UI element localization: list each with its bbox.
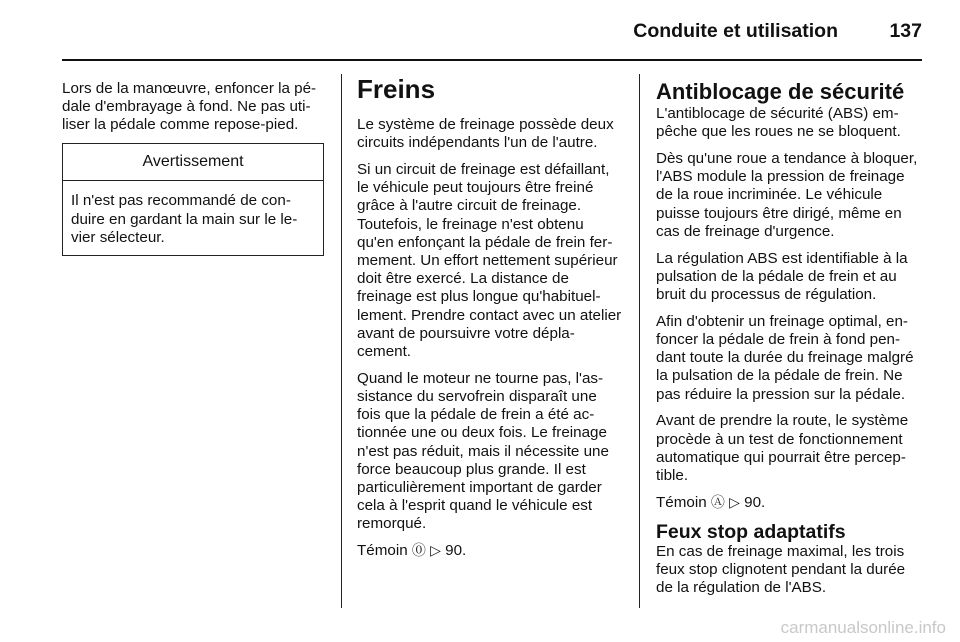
paragraph: Le système de freinage possède deux circuits indépendants l'un de l'autre. xyxy=(357,116,614,152)
section-heading-freins: Freins xyxy=(357,74,436,104)
paragraph: En cas de freinage maximal, les trois feux stop clignotent pendant la durée de la régulation de l'ABS. xyxy=(656,542,906,597)
warning-box xyxy=(62,143,324,256)
column-divider-2 xyxy=(639,74,640,608)
paragraph: L'antiblocage de sécurité (ABS) empêche que les roues ne se bloquent. xyxy=(656,105,901,141)
warning-text: Il n'est pas recommandé de conduire en gardant la main sur le levier sélecteur. xyxy=(71,192,298,246)
header-rule xyxy=(62,59,922,61)
paragraph: Afin d'obtenir un freinage optimal, enfoncer la pédale de frein à fond pendant toute la durée du freinage malgré la pulsation de la pédale de frein. Ne pas réduire la pression sur la pédale. xyxy=(656,312,914,403)
column-1 xyxy=(62,80,324,256)
abs-warning-icon: Ⓐ xyxy=(710,494,725,511)
page-ref-arrow-icon: ▷ xyxy=(430,543,441,560)
paragraph: Quand le moteur ne tourne pas, l'assistance du servofrein disparaît une fois que la pédale de frein a été actionnée une ou deux fois. Le freinage n'est pas réduit, mais il nécessite une force beaucoup plus grande. Il est particulièrement important de garder cela à l'esprit quand le véhicule est remorqué. xyxy=(357,369,609,533)
subheading-feux-stop: Feux stop adaptatifs xyxy=(656,520,846,543)
temoin-page-ref: 90. xyxy=(445,542,467,560)
warning-title: Avertissement xyxy=(63,144,323,181)
temoin-reference xyxy=(656,494,922,512)
running-header-title: Conduite et utilisation xyxy=(633,20,838,42)
page-number: 137 xyxy=(889,20,922,42)
brake-warning-icon: ⓪ xyxy=(411,543,426,560)
paragraph: Avant de prendre la route, le système procède à un test de fonctionnement automatique qui pourrait être perceptible. xyxy=(656,412,909,485)
page-ref-arrow-icon: ▷ xyxy=(729,494,740,511)
column-3 xyxy=(656,80,922,597)
section-heading-abs: Antiblocage de sécurité xyxy=(656,79,905,104)
watermark-logo: carmanualsonline.info xyxy=(780,618,946,637)
column-2 xyxy=(357,74,623,569)
paragraph: Dès qu'une roue a tendance à bloquer, l'ABS module la pression de freinage de la roue incriminée. Le véhicule puisse toujours être dirigé, même en cas de freinage d'urgence. xyxy=(656,150,918,240)
paragraph: Si un circuit de freinage est défaillant, le véhicule peut toujours être freiné grâce à l'autre circuit de freinage. Toutefois, le freinage n'est obtenu qu'en enfonçant la pédale de frein fermement. Un effort nettement supérieur doit être exercé. La distance de freinage est plus longue qu'habituellement. Prendre contact avec un atelier avant de poursuivre votre déplacement. xyxy=(357,161,622,361)
temoin-label: Témoin xyxy=(656,493,707,511)
temoin-page-ref: 90. xyxy=(744,493,766,511)
temoin-reference xyxy=(357,542,623,560)
column-divider-1 xyxy=(341,74,342,608)
temoin-label: Témoin xyxy=(357,542,408,560)
paragraph: La régulation ABS est identifiable à la pulsation de la pédale de frein et au bruit du processus de régulation. xyxy=(656,249,908,304)
intro-paragraph: Lors de la manœuvre, enfoncer la pédale d'embrayage à fond. Ne pas utiliser la pédale comme repose-pied. xyxy=(62,80,317,134)
